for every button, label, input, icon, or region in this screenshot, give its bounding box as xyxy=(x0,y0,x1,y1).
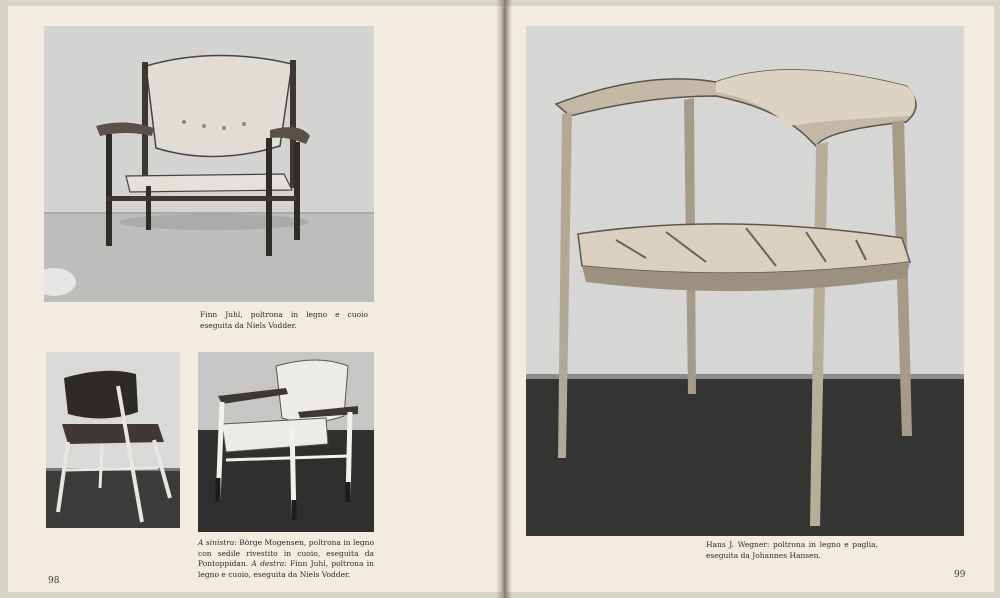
finn-juhl-armchair-photo xyxy=(198,352,374,532)
a-destra-label: A destra: xyxy=(251,559,287,568)
a-sinistra-label: A sinistra: xyxy=(198,538,237,547)
book-gutter xyxy=(496,0,512,598)
finn-juhl-chieftain-chair-photo xyxy=(44,26,374,302)
right-photo-caption: Hans J. Wegner: poltrona in legno e paglia, eseguita da Johannes Hansen. xyxy=(706,540,878,560)
a-destra-text: Finn Juhl, poltrona in legno e cuoio, eseguita da Niels Vodder. xyxy=(198,559,374,579)
right-page xyxy=(506,6,994,592)
left-page xyxy=(8,6,502,592)
bottom-photos-caption xyxy=(198,538,374,580)
hans-wegner-round-chair-photo xyxy=(526,26,964,536)
page-number-left: 98 xyxy=(48,576,60,586)
top-photo-caption: Finn Juhl, poltrona in legno e cuoio eseguita da Niels Vodder. xyxy=(200,310,368,330)
page-number-right: 99 xyxy=(954,570,966,580)
a-sinistra-text: Börge Mogensen, poltrona in legno con sedile rivestito in cuoio, eseguita da Pontoppidan. xyxy=(198,538,374,568)
borge-mogensen-chair-photo xyxy=(46,352,180,528)
